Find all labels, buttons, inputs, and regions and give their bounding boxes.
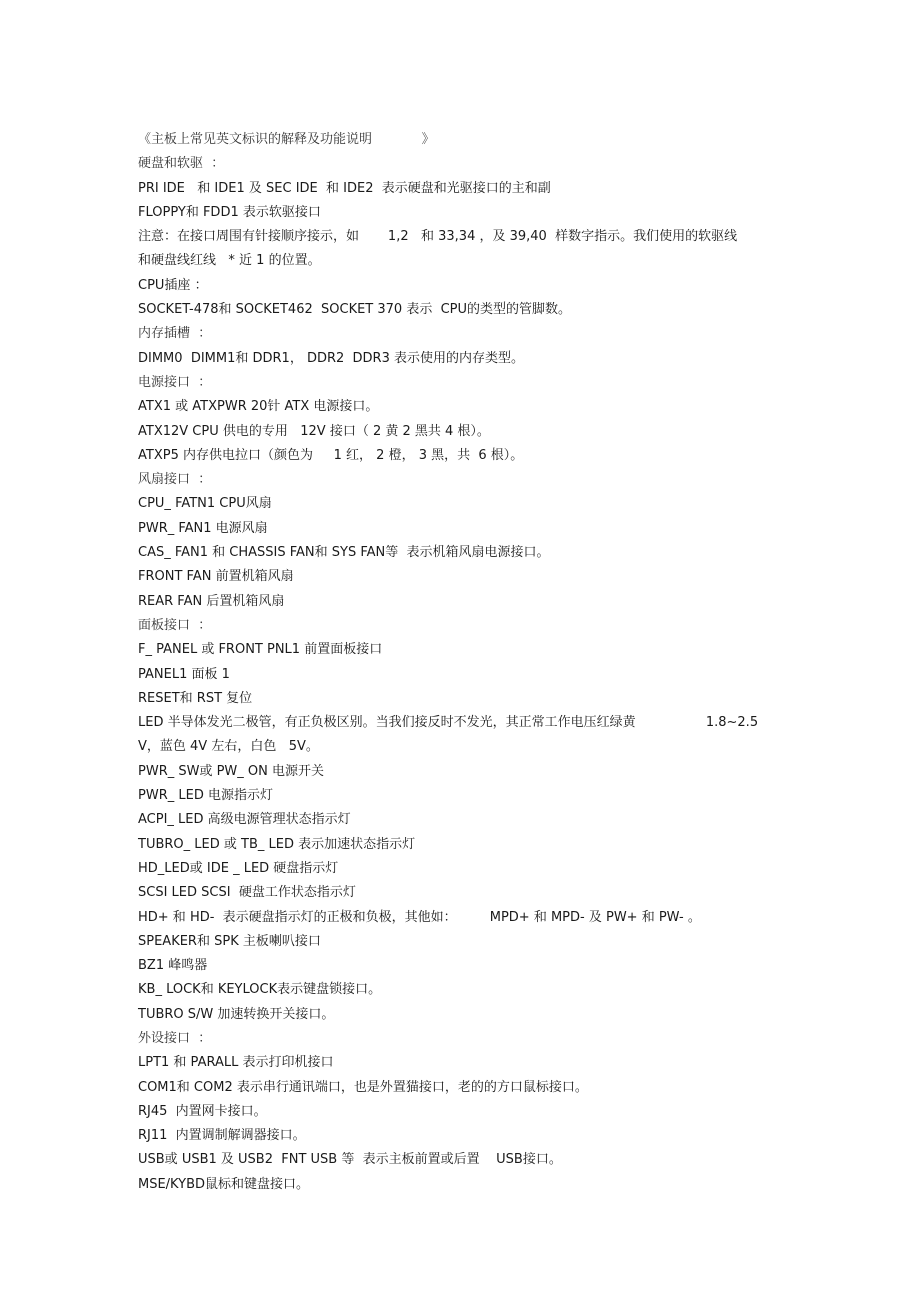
document-page	[138, 128, 788, 1197]
section-heading-panel: 面板接口 ：	[138, 617, 212, 633]
text-line: SCSI LED SCSI 硬盘工作状态指示灯	[138, 885, 356, 901]
text-line: PWR_ SW或 PW_ ON 电源开关	[138, 763, 325, 779]
section-heading-cpu-socket: CPU插座 ：	[138, 277, 208, 293]
text-line: LED 半导体发光二极管，有正负极区别。当我们接反时不发光，其正常工作电压红绿黄 1.8~2.5	[138, 715, 759, 731]
text-line: 和硬盘线红线 * 近 1 的位置。	[138, 253, 321, 269]
text-line: TUBRO_ LED 或 TB_ LED 表示加速状态指示灯	[138, 836, 416, 852]
text-line: LPT1 和 PARALL 表示打印机接口	[138, 1055, 334, 1071]
text-line: REAR FAN 后置机箱风扇	[138, 593, 285, 609]
text-line: HD_LED或 IDE _ LED 硬盘指示灯	[138, 860, 339, 876]
text-line: ATX1 或 ATXPWR 20针 ATX 电源接口。	[138, 399, 379, 415]
text-line: ACPI_ LED 高级电源管理状态指示灯	[138, 812, 351, 828]
section-heading-fans: 风扇接口 ：	[138, 472, 212, 488]
text-line: MSE/KYBD鼠标和键盘接口。	[138, 1176, 309, 1192]
document-title: 《主板上常见英文标识的解释及功能说明 》	[138, 132, 435, 147]
text-line: PANEL1 面板 1	[138, 666, 230, 682]
text-line: V，蓝色 4V 左右，白色 5V。	[138, 739, 319, 755]
text-line: SOCKET-478和 SOCKET462 SOCKET 370 表示 CPU的类型的管脚数。	[138, 302, 572, 318]
section-heading-drives: 硬盘和软驱 ：	[138, 156, 225, 172]
text-line: PWR_ LED 电源指示灯	[138, 788, 273, 804]
text-line: TUBRO S/W 加速转换开关接口。	[138, 1006, 335, 1022]
text-line: 注意：在接口周围有针接顺序接示，如 1,2 和 33,34 ，及 39,40 样数字指示。我们使用的软驱线	[138, 229, 738, 245]
text-line: KB_ LOCK和 KEYLOCK表示键盘锁接口。	[138, 982, 382, 998]
section-heading-memory: 内存插槽 ：	[138, 326, 212, 342]
text-line: BZ1 峰鸣器	[138, 958, 208, 974]
text-line: CAS_ FAN1 和 CHASSIS FAN和 SYS FAN等 表示机箱风扇电源接口。	[138, 545, 550, 561]
text-line: SPEAKER和 SPK 主板喇叭接口	[138, 933, 321, 949]
text-line: RJ45 内置网卡接口。	[138, 1103, 267, 1119]
text-line: RJ11 内置调制解调器接口。	[138, 1128, 306, 1144]
section-heading-peripherals: 外设接口 ：	[138, 1030, 212, 1046]
text-line: FRONT FAN 前置机箱风扇	[138, 569, 294, 585]
section-heading-power: 电源接口 ：	[138, 374, 212, 390]
text-line: PRI IDE 和 IDE1 及 SEC IDE 和 IDE2 表示硬盘和光驱接口的主和副	[138, 180, 551, 196]
text-line: FLOPPY和 FDD1 表示软驱接口	[138, 204, 321, 220]
text-line: RESET和 RST 复位	[138, 690, 253, 706]
text-line: PWR_ FAN1 电源风扇	[138, 520, 268, 536]
text-line: ATXP5 内存供电拉口（颜色为 1 红， 2 橙， 3 黑，共 6 根）。	[138, 447, 524, 463]
text-line: ATX12V CPU 供电的专用 12V 接口（ 2 黄 2 黑共 4 根）。	[138, 423, 490, 439]
text-line: DIMM0 DIMM1和 DDR1， DDR2 DDR3 表示使用的内存类型。	[138, 350, 524, 366]
text-line: HD+ 和 HD- 表示硬盘指示灯的正极和负极，其他如： MPD+ 和 MPD- 及 PW+ 和 PW- 。	[138, 909, 701, 925]
text-line: F_ PANEL 或 FRONT PNL1 前置面板接口	[138, 642, 383, 658]
text-line: USB或 USB1 及 USB2 FNT USB 等 表示主板前置或后置 USB接口。	[138, 1152, 562, 1168]
text-line: CPU_ FATN1 CPU风扇	[138, 496, 272, 512]
text-line: COM1和 COM2 表示串行通讯端口，也是外置猫接口，老的的方口鼠标接口。	[138, 1079, 588, 1095]
